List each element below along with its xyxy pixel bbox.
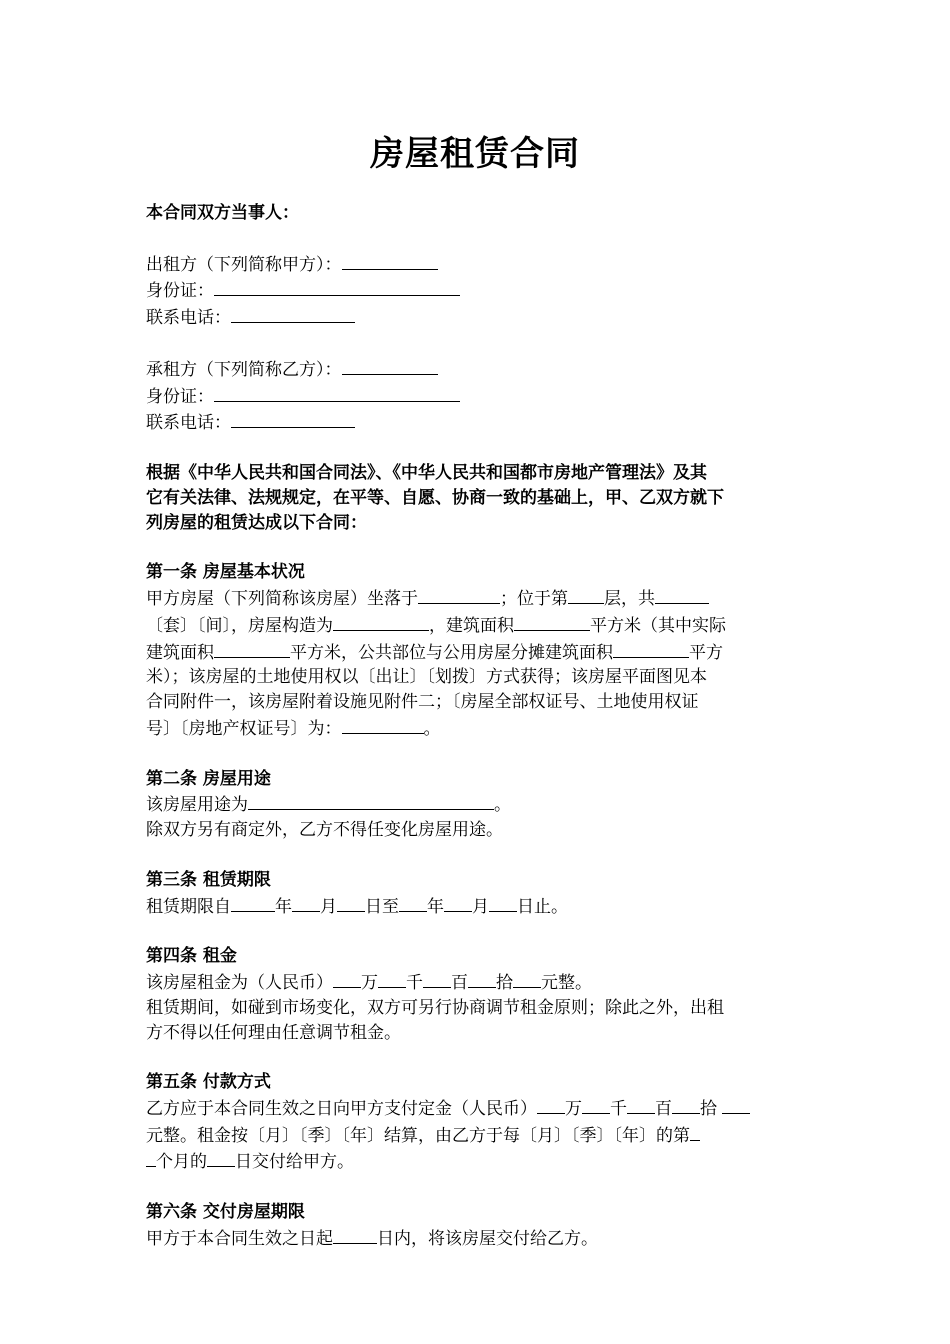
start-month-blank[interactable] — [292, 893, 320, 912]
text-segment: ，建筑面积 — [429, 615, 514, 636]
text-segment: 〔套〕〔间〕，房屋构造为 — [146, 615, 333, 636]
deposit-bai-blank[interactable] — [627, 1095, 655, 1114]
actual-area-blank[interactable] — [214, 639, 290, 658]
text-segment: 年 — [275, 896, 292, 917]
article-1-text: 合同附件一，该房屋附着设施见附件二；〔房屋全部权证号、土地使用权证 — [146, 692, 699, 713]
tenant-id-line — [146, 383, 806, 410]
tenant-id-blank[interactable] — [214, 383, 460, 402]
rent-shi-blank[interactable] — [468, 969, 496, 988]
article-2-heading: 第二条 房屋用途 — [146, 768, 271, 789]
text-segment: 日内，将该房屋交付给乙方。 — [377, 1228, 598, 1249]
usage-blank[interactable] — [248, 791, 494, 810]
tenant-id-label: 身份证： — [146, 386, 214, 407]
text-segment: 个月的 — [156, 1152, 207, 1173]
text-segment: 。 — [494, 795, 511, 816]
tenant-phone-line — [146, 409, 806, 436]
article-5-text — [146, 1095, 806, 1122]
structure-blank[interactable] — [333, 612, 429, 631]
rent-bai-blank[interactable] — [423, 969, 451, 988]
landlord-id-blank[interactable] — [214, 277, 460, 296]
deposit-qian-blank[interactable] — [582, 1095, 610, 1114]
article-1-heading: 第一条 房屋基本状况 — [146, 562, 305, 583]
text-segment: 乙方应于本合同生效之日向甲方支付定金（人民币） — [146, 1098, 537, 1119]
floor-blank[interactable] — [568, 585, 604, 604]
tenant-phone-label: 联系电话： — [146, 413, 231, 434]
tenant-name-blank[interactable] — [342, 356, 438, 375]
landlord-phone-line — [146, 304, 806, 331]
article-5-text — [146, 1122, 806, 1149]
end-year-blank[interactable] — [399, 893, 427, 912]
article-4-text: 方不得以任何理由任意调节租金。 — [146, 1022, 401, 1043]
article-3-heading: 第三条 租赁期限 — [146, 869, 271, 890]
text-segment: 年 — [427, 896, 444, 917]
text-segment: 该房屋用途为 — [146, 795, 248, 816]
text-segment: ；位于第 — [500, 588, 568, 609]
text-segment: 号〕〔房地产权证号〕为： — [146, 718, 342, 739]
text-segment: 日交付给甲方。 — [235, 1152, 354, 1173]
deposit-wan-blank[interactable] — [537, 1095, 565, 1114]
landlord-phone-blank[interactable] — [231, 304, 355, 323]
text-segment: 元整。 — [541, 972, 592, 993]
article-1-text: 米）；该房屋的土地使用权以〔出让〕〔划拨〕方式获得；该房屋平面图见本 — [146, 667, 707, 688]
payment-period-blank[interactable] — [690, 1122, 700, 1141]
article-4-heading: 第四条 租金 — [146, 946, 237, 967]
text-segment: 租赁期限自 — [146, 896, 231, 917]
tenant-phone-blank[interactable] — [231, 409, 355, 428]
article-6-text — [146, 1225, 806, 1252]
preamble-line: 列房屋的租赁达成以下合同： — [146, 512, 367, 533]
payment-period-blank-cont[interactable] — [146, 1148, 156, 1167]
text-segment: 层，共 — [604, 588, 655, 609]
text-segment: 建筑面积 — [146, 642, 214, 663]
document-body — [146, 201, 806, 1252]
article-1-text — [146, 585, 806, 612]
landlord-id-line — [146, 277, 806, 304]
text-segment: 日止。 — [517, 896, 568, 917]
address-blank[interactable] — [418, 585, 500, 604]
article-5-text — [146, 1148, 806, 1175]
text-segment: 平方米（其中实际 — [590, 615, 726, 636]
article-1-text — [146, 612, 806, 639]
document-title: 房屋租赁合同 — [370, 134, 580, 174]
text-segment: 百 — [451, 972, 468, 993]
landlord-id-label: 身份证： — [146, 281, 214, 302]
rent-qian-blank[interactable] — [378, 969, 406, 988]
building-area-blank[interactable] — [514, 612, 590, 631]
delivery-days-blank[interactable] — [333, 1225, 377, 1244]
text-segment: 千 — [406, 972, 423, 993]
end-day-blank[interactable] — [489, 893, 517, 912]
text-segment: 该房屋租金为（人民币） — [146, 972, 333, 993]
preamble-line: 它有关法律、法规规定，在平等、自愿、协商一致的基础上，甲、乙双方就下 — [146, 487, 724, 508]
payment-day-blank[interactable] — [207, 1148, 235, 1167]
tenant-name-label: 承租方（下列简称乙方）： — [146, 359, 342, 380]
rent-wan-blank[interactable] — [333, 969, 361, 988]
text-segment: 万 — [361, 972, 378, 993]
text-segment: 平方 — [689, 642, 723, 663]
text-segment: 日至 — [365, 896, 399, 917]
landlord-phone-label: 联系电话： — [146, 308, 231, 329]
text-segment: 甲方于本合同生效之日起 — [146, 1228, 333, 1249]
certificate-number-blank[interactable] — [342, 715, 424, 734]
preamble-line: 根据《中华人民共和国合同法》、《中华人民共和国都市房地产管理法》及其 — [146, 462, 707, 483]
landlord-name-label: 出租方（下列简称甲方）： — [146, 254, 342, 275]
end-month-blank[interactable] — [444, 893, 472, 912]
text-segment: 月 — [472, 896, 489, 917]
article-4-text — [146, 969, 806, 996]
article-6-heading: 第六条 交付房屋期限 — [146, 1202, 305, 1223]
landlord-name-blank[interactable] — [342, 251, 438, 270]
total-floors-blank[interactable] — [655, 585, 709, 604]
landlord-name-line — [146, 251, 806, 278]
article-4-text: 租赁期间，如碰到市场变化，双方可另行协商调节租金原则；除此之外，出租 — [146, 997, 724, 1018]
text-segment: 万 — [565, 1098, 582, 1119]
text-segment: 。 — [423, 718, 441, 739]
text-segment: 百 — [655, 1098, 672, 1119]
deposit-yuan-blank[interactable] — [722, 1095, 750, 1114]
start-day-blank[interactable] — [337, 893, 365, 912]
parties-heading: 本合同双方当事人： — [146, 203, 299, 223]
tenant-name-line — [146, 356, 806, 383]
text-segment: 拾 — [700, 1098, 723, 1119]
article-2-text — [146, 791, 806, 818]
article-5-heading: 第五条 付款方式 — [146, 1072, 271, 1093]
shared-area-blank[interactable] — [613, 639, 689, 658]
text-segment: 甲方房屋（下列简称该房屋）坐落于 — [146, 588, 418, 609]
article-1-text — [146, 639, 806, 666]
text-segment: 拾 — [496, 972, 513, 993]
start-year-blank[interactable] — [231, 893, 275, 912]
text-segment: 平方米，公共部位与公用房屋分摊建筑面积 — [290, 642, 613, 663]
rent-yuan-blank[interactable] — [513, 969, 541, 988]
article-1-text — [146, 715, 806, 742]
text-segment: 千 — [610, 1098, 627, 1119]
deposit-shi-blank[interactable] — [672, 1095, 700, 1114]
article-2-text: 除双方另有商定外，乙方不得任变化房屋用途。 — [146, 820, 503, 841]
article-3-text — [146, 893, 806, 920]
text-segment: 月 — [320, 896, 337, 917]
text-segment: 元整。租金按〔月〕〔季〕〔年〕结算，由乙方于每〔月〕〔季〕〔年〕的第 — [146, 1125, 690, 1146]
